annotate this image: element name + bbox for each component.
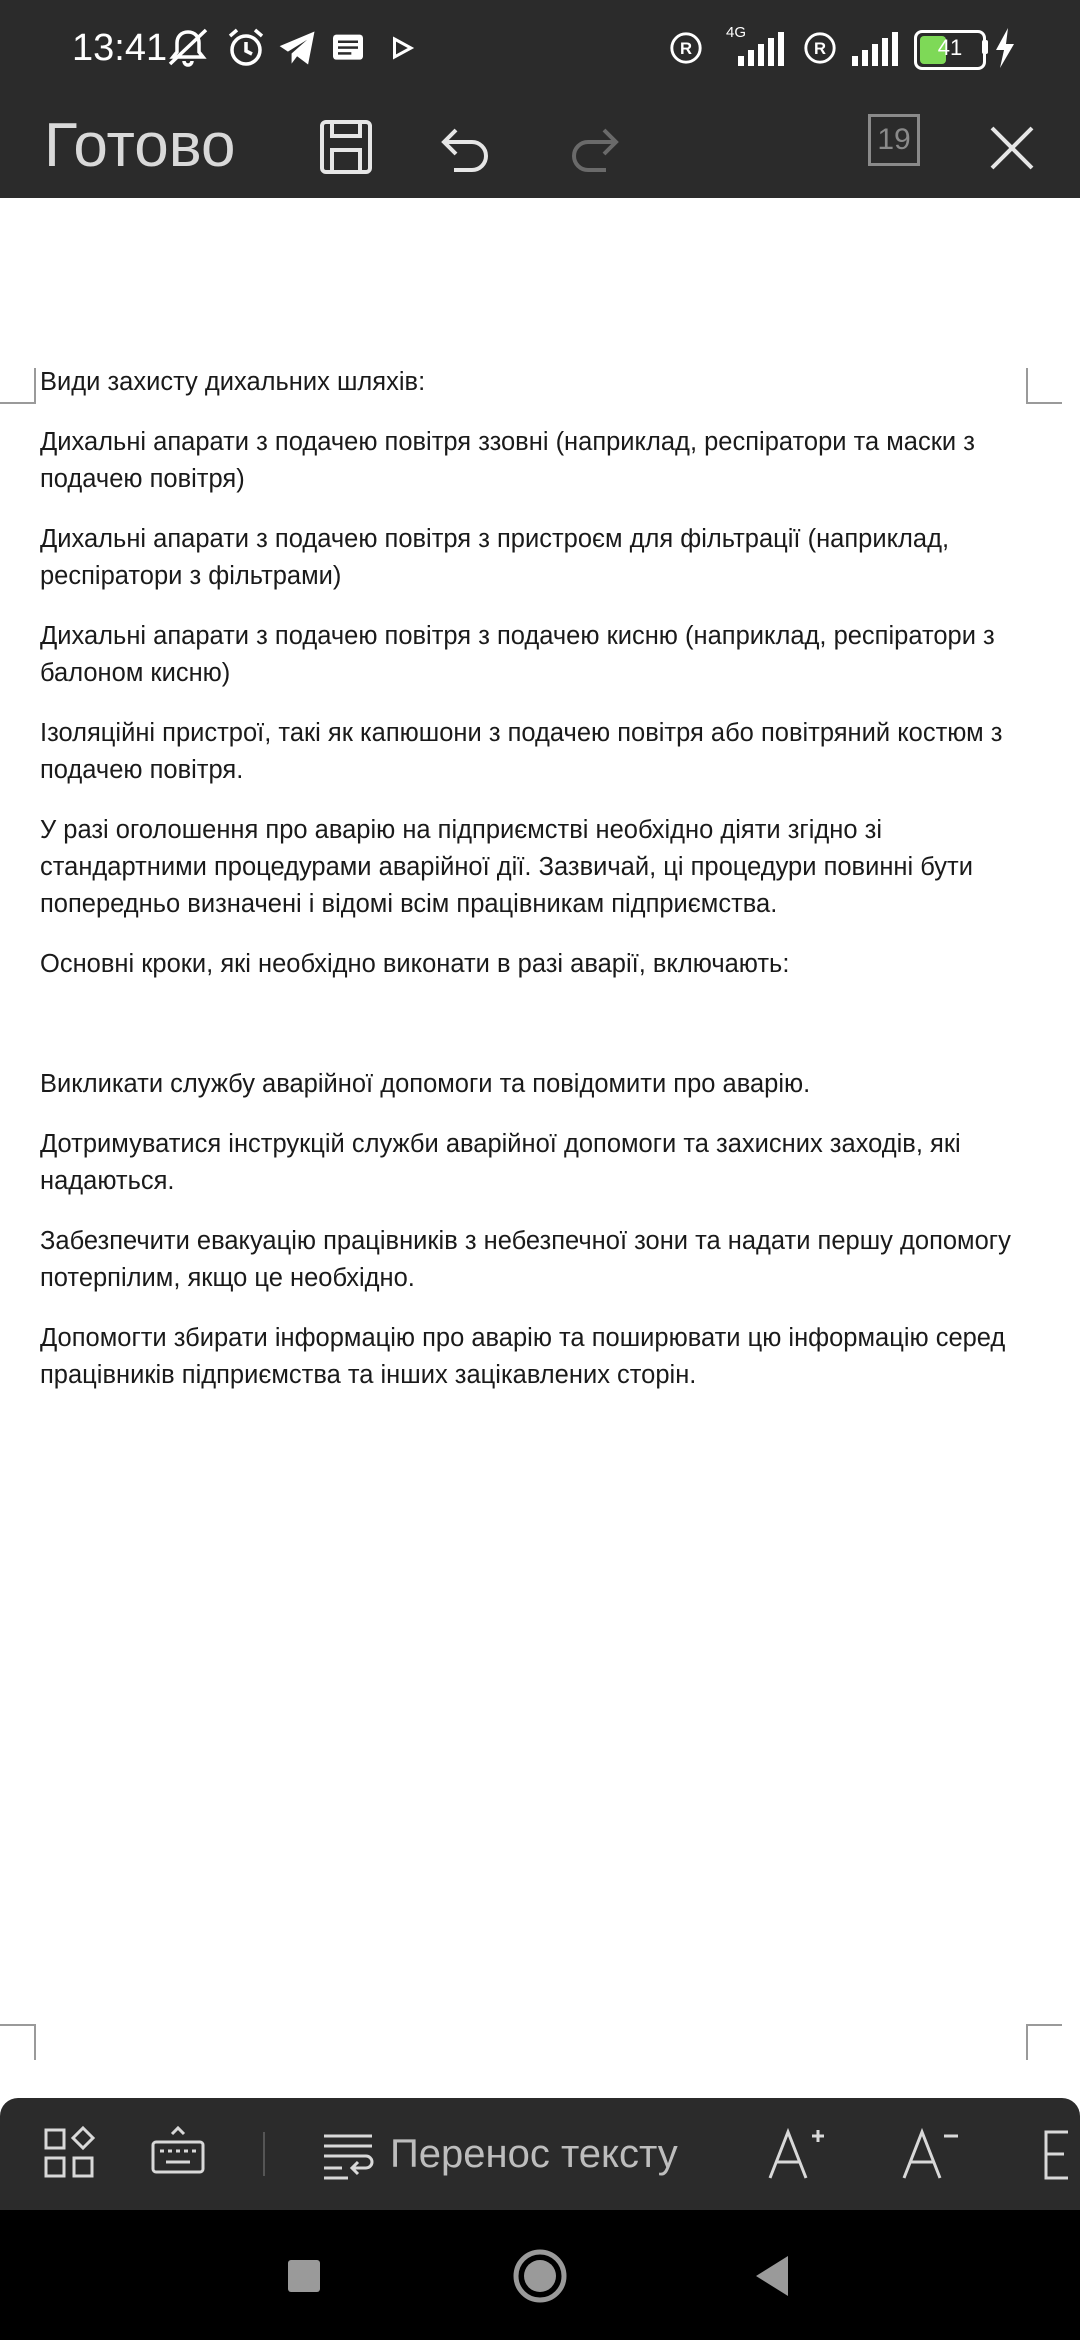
back-icon[interactable]	[738, 2240, 810, 2312]
svg-text:R: R	[813, 38, 827, 58]
network-type-label: 4G	[726, 24, 747, 41]
font-increase-icon[interactable]	[764, 2124, 828, 2184]
doc-paragraph: Ізоляційні пристрої, такі як капюшони з подачею повітря або повітряний костюм з подачею повітря.	[40, 719, 1003, 784]
document-content[interactable]	[40, 364, 1040, 1417]
doc-paragraph: Дихальні апарати з подачею повітря з пристроєм для фільтрації (наприклад, респіратори з фільтрами)	[40, 525, 950, 590]
doc-paragraph: Дихальні апарати з подачею повітря ззовні (наприклад, респіратори та маски з подачею повітря)	[40, 428, 975, 493]
empty-paragraph	[40, 1006, 1040, 1066]
status-bar	[0, 0, 1080, 96]
svg-text:R: R	[679, 38, 693, 58]
more-icon[interactable]	[1038, 2124, 1078, 2184]
mute-icon	[164, 24, 212, 72]
apps-icon[interactable]	[40, 2124, 100, 2184]
telegram-icon	[276, 24, 320, 72]
doc-paragraph: Викликати службу аварійної допомоги та повідомити про аварію.	[40, 1070, 811, 1098]
done-button[interactable]: Готово	[44, 111, 236, 180]
signal-icon	[848, 24, 904, 72]
roaming-icon	[666, 24, 706, 72]
document-page[interactable]	[0, 198, 1080, 2098]
charging-icon	[990, 24, 1020, 72]
signal-icon	[718, 24, 788, 72]
home-icon[interactable]	[504, 2240, 576, 2312]
text-wrap-icon[interactable]	[318, 2124, 378, 2184]
system-nav-bar	[0, 2210, 1080, 2340]
page-count-badge[interactable]: 19	[868, 114, 920, 166]
battery-level: 41	[937, 35, 963, 60]
doc-paragraph: Дихальні апарати з подачею повітря з подачею кисню (наприклад, респіратори з балоном кисню)	[40, 622, 995, 687]
roaming-icon	[800, 24, 840, 72]
doc-paragraph: Допомогти збирати інформацію про аварію та поширювати цю інформацію серед працівників підприємства та інших зацікавлених сторін.	[40, 1324, 1006, 1389]
keyboard-icon[interactable]	[148, 2124, 208, 2184]
save-icon[interactable]	[306, 108, 386, 188]
undo-icon[interactable]	[428, 108, 508, 188]
top-toolbar	[0, 96, 1080, 198]
message-icon	[328, 24, 368, 72]
redo-icon[interactable]	[552, 108, 632, 188]
page-corner-mark	[0, 2024, 36, 2060]
alarm-icon	[222, 24, 270, 72]
font-decrease-icon[interactable]	[898, 2124, 962, 2184]
doc-paragraph: Види захисту дихальних шляхів:	[40, 368, 426, 396]
toolbar-separator	[263, 2132, 265, 2176]
close-icon[interactable]	[972, 108, 1052, 188]
battery-icon	[914, 30, 986, 70]
doc-paragraph: Забезпечити евакуацію працівників з небезпечної зони та надати першу допомогу потерпілим, якщо це необхідно.	[40, 1227, 1011, 1292]
page-corner-mark	[0, 368, 36, 404]
bottom-toolbar	[0, 2098, 1080, 2210]
play-icon	[384, 24, 420, 72]
recents-icon[interactable]	[268, 2240, 340, 2312]
status-time: 13:41	[72, 27, 168, 69]
doc-paragraph: Дотримуватися інструкцій служби аварійної допомоги та захисних заходів, які надаються.	[40, 1130, 961, 1195]
doc-paragraph: У разі оголошення про аварію на підприємстві необхідно діяти згідно зі стандартними процедурами аварійної дії. Зазвичай, ці процедури повинні бути попередньо визначені і відомі всім працівникам підприємства.	[40, 816, 973, 918]
battery-tip	[982, 40, 988, 54]
doc-paragraph: Основні кроки, які необхідно виконати в разі аварії, включають:	[40, 950, 790, 978]
page-corner-mark	[1026, 2024, 1062, 2060]
text-wrap-label[interactable]: Перенос тексту	[390, 2132, 678, 2176]
